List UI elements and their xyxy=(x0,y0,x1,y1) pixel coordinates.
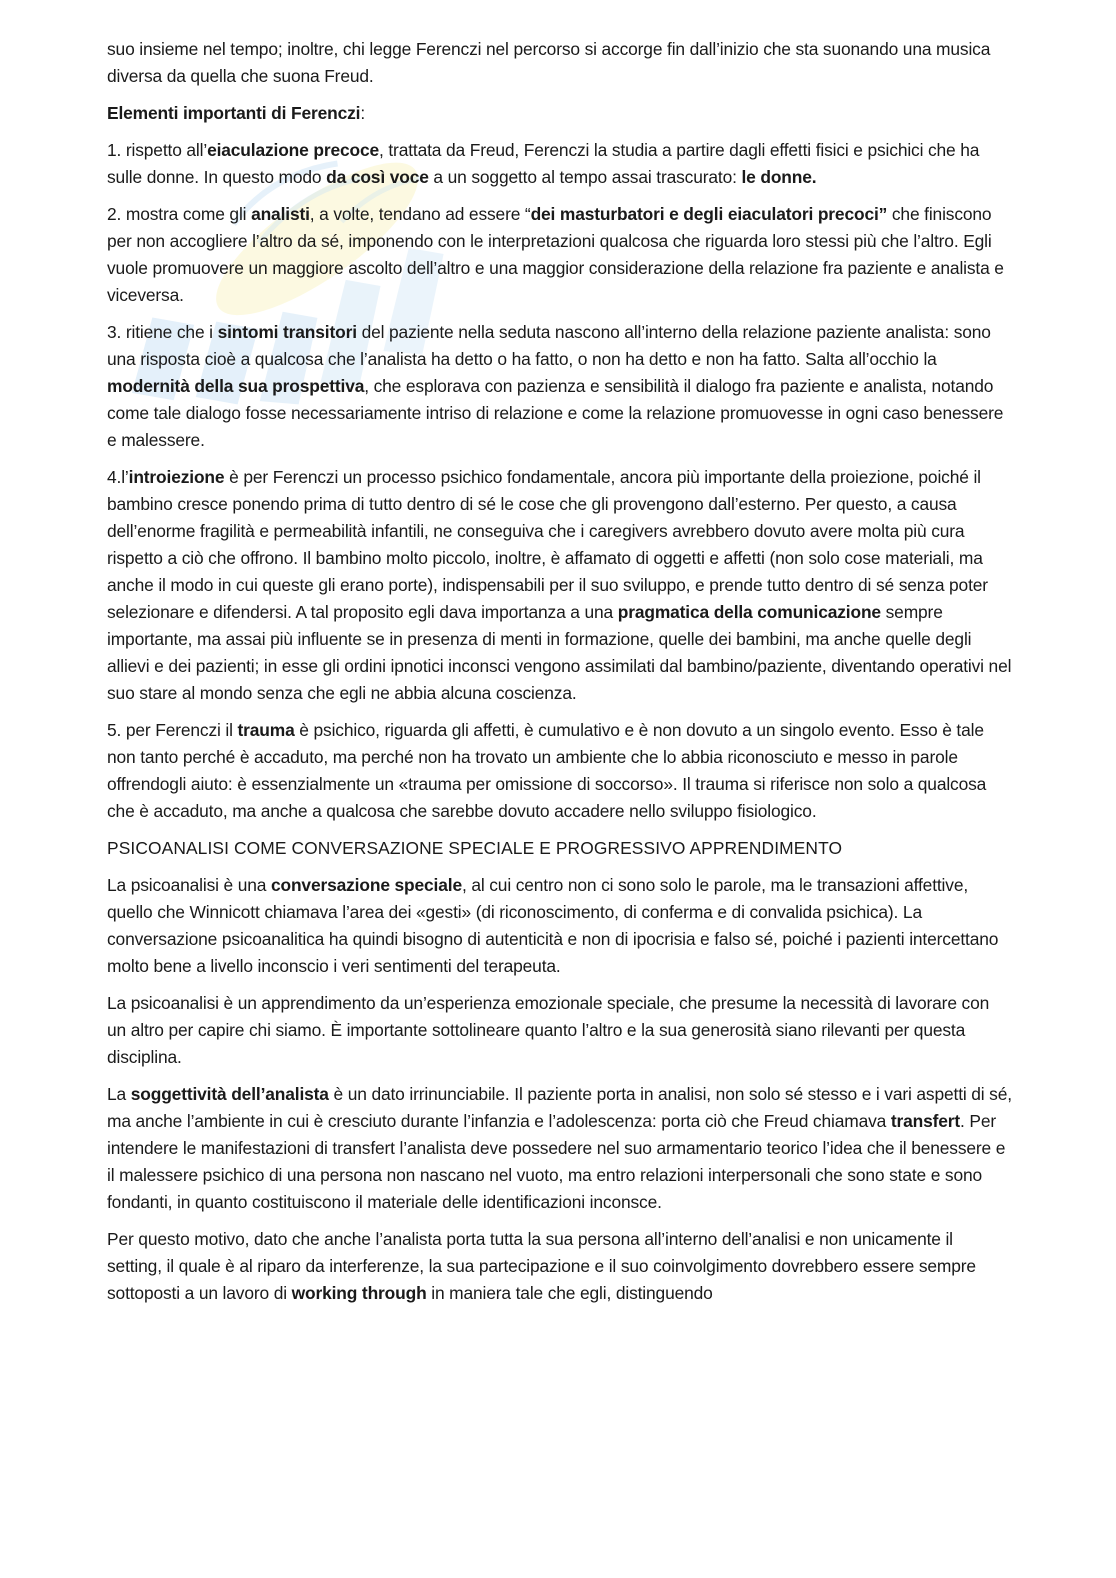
section-lead: Elementi importanti di Ferenczi: xyxy=(107,103,366,123)
paragraph-learning: La psicoanalisi è un apprendimento da un’esperienza emozionale speciale, che presume la necessità di lavorare con un altro per capire chi siamo. È importante sottolineare quanto l’altro e la sua generosità siano rilevanti per questa disciplina. xyxy=(107,993,990,1067)
paragraph-point-1: 1. rispetto all’eiaculazione precoce, trattata da Freud, Ferenczi la studia a partire dagli effetti fisici e psichici che ha sulle donne. In questo modo da così voce a un soggetto al tempo assai trascurato: le donne. xyxy=(107,140,980,187)
paragraph-intro: suo insieme nel tempo; inoltre, chi legge Ferenczi nel percorso si accorge fin dall’inizio che sta suonando una musica diversa da quella che suona Freud. xyxy=(107,39,991,86)
document-page xyxy=(107,36,1012,1317)
paragraph-subjectivity: La soggettività dell’analista è un dato irrinunciabile. Il paziente porta in analisi, non solo sé stesso e i vari aspetti di sé, ma anche l’ambiente in cui è cresciuto durante l’infanzia e l’adolescenza: porta ciò che Freud chiamava transfert. Per intendere le manifestazioni di transfert l’analista deve possedere nel suo armamentario teorico l’idea che il benessere e il malessere psichico di una persona non nascano nel vuoto, ma entro relazioni interpersonali che sono state e sono fondanti, in quanto costituiscono il materiale delle identificazioni inconsce. xyxy=(107,1084,1012,1212)
paragraph-point-3: 3. ritiene che i sintomi transitori del paziente nella seduta nascono all’interno della relazione paziente analista: sono una risposta cioè a qualcosa che l’analista ha detto o ha fatto, o non ha detto e non ha fatto. Salta all’occhio la modernità della sua prospettiva, che esplorava con pazienza e sensibilità il dialogo fra paziente e analista, notando come tale dialogo fosse necessariamente intriso di relazione e come la relazione promuovesse in ogni caso benessere e malessere. xyxy=(107,322,1004,450)
paragraph-conversation: La psicoanalisi è una conversazione speciale, al cui centro non ci sono solo le parole, ma le transazioni affettive, quello che Winnicott chiamava l’area dei «gesti» (di riconoscimento, di conferma e di convalida psichica). La conversazione psicoanalitica ha quindi bisogno di autenticità e non di ipocrisia e falso sé, poiché i pazienti intercettano molto bene a livello inconscio i veri sentimenti del terapeuta. xyxy=(107,875,999,976)
paragraph-working-through: Per questo motivo, dato che anche l’analista porta tutta la sua persona all’interno dell’analisi e non unicamente il setting, il quale è al riparo da interferenze, la sua partecipazione e il suo coinvolgimento dovrebbero essere sempre sottoposti a un lavoro di working through in maniera tale che egli, distinguendo xyxy=(107,1229,976,1303)
paragraph-point-5: 5. per Ferenczi il trauma è psichico, riguarda gli affetti, è cumulativo e è non dovuto a un singolo evento. Esso è tale non tanto perché è accaduto, ma perché non ha trovato un ambiente che lo abbia riconosciuto e messo in parole offrendogli aiuto: è essenzialmente un «trauma per omissione di soccorso». Il trauma si riferisce non solo a qualcosa che è accaduto, ma anche a qualcosa che sarebbe dovuto accadere nello sviluppo fisiologico. xyxy=(107,720,987,821)
paragraph-point-4: 4.l’introiezione è per Ferenczi un processo psichico fondamentale, ancora più importante della proiezione, poiché il bambino cresce ponendo prima di tutto dentro di sé le cose che gli provengono dall’esterno. Per questo, a causa dell’enorme fragilità e permeabilità infantili, ne conseguiva che i caregivers avrebbero dovuto avere molta più cura rispetto a ciò che offrono. Il bambino molto piccolo, inoltre, è affamato di oggetti e affetti (non solo cose materiali, ma anche il modo in cui queste gli erano porte), indispensabili per il suo sviluppo, e prende tutto dentro di sé senza poter selezionare e difendersi. A tal proposito egli dava importanza a una pragmatica della comunicazione sempre importante, ma assai più influente se in presenza di menti in formazione, quelle dei bambini, ma anche quelle degli allievi e dei pazienti; in esse gli ordini ipnotici inconsci vengono assimilati dal bambino/paziente, diventando operativi nel suo stare al mondo senza che egli ne abbia alcuna coscienza. xyxy=(107,467,1012,703)
paragraph-point-2: 2. mostra come gli analisti, a volte, tendano ad essere “dei masturbatori e degli eiaculatori precoci” che finiscono per non accogliere l’altro da sé, imponendo con le interpretazioni qualcosa che riguarda loro stessi più che l’altro. Egli vuole promuovere un maggiore ascolto dell’altro e una maggior considerazione della relazione fra paziente e analista e viceversa. xyxy=(107,204,1004,305)
section-heading: PSICOANALISI COME CONVERSAZIONE SPECIALE E PROGRESSIVO APPRENDIMENTO xyxy=(107,838,843,858)
